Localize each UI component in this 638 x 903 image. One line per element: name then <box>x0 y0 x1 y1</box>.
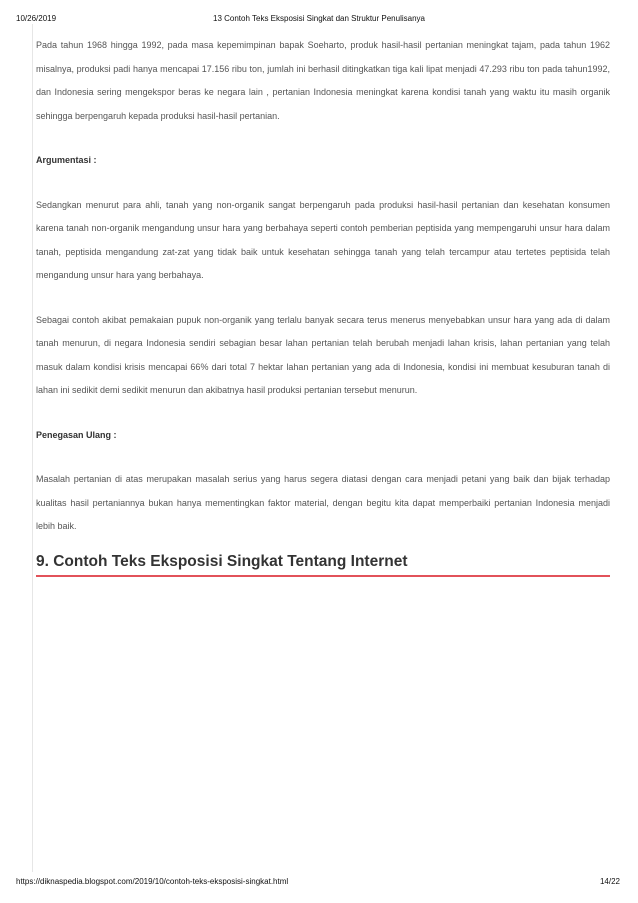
print-header-date: 10/26/2019 <box>16 14 57 23</box>
argumentasi-label: Argumentasi : <box>36 155 97 165</box>
argumentasi-paragraph-1: Sedangkan menurut para ahli, tanah yang non-organik sangat berpengaruh pada produksi hasil-hasil pertanian dan kesehatan konsumen karena tanah non-organik mengandung unsur hara yang berbahaya seperti contoh pemberian peptisida yang mempengaruhi unsur hara dalam tanah, peptisida mengandung zat-zat yang tidak baik untuk kesehatan sehingga tanah yang telah tercampur atau tertetes peptisida telah mengandung unsur hara yang berbahaya. <box>36 199 610 280</box>
print-header <box>0 14 638 26</box>
paragraph-intro: Pada tahun 1968 hingga 1992, pada masa kepemimpinan bapak Soeharto, produk hasil-hasil pertanian meningkat tajam, pada tahun 1962 misalnya, produksi padi hanya mencapai 17.156 ribu ton, jumlah ini berhasil ditingkatkan tiga kali lipat menjadi 47.293 ribu ton pada tahun1992, dan Indonesia sering mengekspor beras ke negara lain , pertanian Indonesia meningkat karena kondisi tanah yang waktu itu masih organik sehingga berpengaruh kepada produksi hasil-hasil pertanian. <box>36 40 610 121</box>
article-content <box>36 34 610 577</box>
print-header-title: 13 Contoh Teks Eksposisi Singkat dan Struktur Penulisanya <box>213 14 425 23</box>
left-margin-rule <box>32 24 33 872</box>
print-footer <box>0 877 638 889</box>
print-footer-page-number: 14/22 <box>599 877 620 886</box>
penegasan-paragraph-1: Masalah pertanian di atas merupakan masalah serius yang harus segera diatasi dengan cara menjadi petani yang baik dan bijak terhadap kualitas hasil pertaniannya bukan hanya mementingkan faktor material, dengan begitu kita dapat memperbaiki pertanian Indonesia menjadi lebih baik. <box>36 474 610 531</box>
section-heading: 9. Contoh Teks Eksposisi Singkat Tentang Internet <box>36 551 610 577</box>
penegasan-label: Penegasan Ulang : <box>36 429 117 440</box>
argumentasi-paragraph-2: Sebagai contoh akibat pemakaian pupuk non-organik yang terlalu banyak secara terus menerus menyebabkan unsur hara yang ada di dalam tanah menurun, di negara Indonesia sendiri sebagian besar lahan pertanian telah berubah menjadi lahan krisis, lahan pertanian yang telah masuk dalam kondisi krisis mencapai 66% dari total 7 hektar lahan pertanian yang ada di Indonesia, kondisi ini membuat kesuburan tanah di lahan ini sedikit demi sedikit menurun dan akibatnya hasil produksi pertanian tersebut menurun. <box>36 314 610 395</box>
print-footer-url: https://diknaspedia.blogspot.com/2019/10/contoh-teks-eksposisi-singkat.html <box>16 877 289 886</box>
